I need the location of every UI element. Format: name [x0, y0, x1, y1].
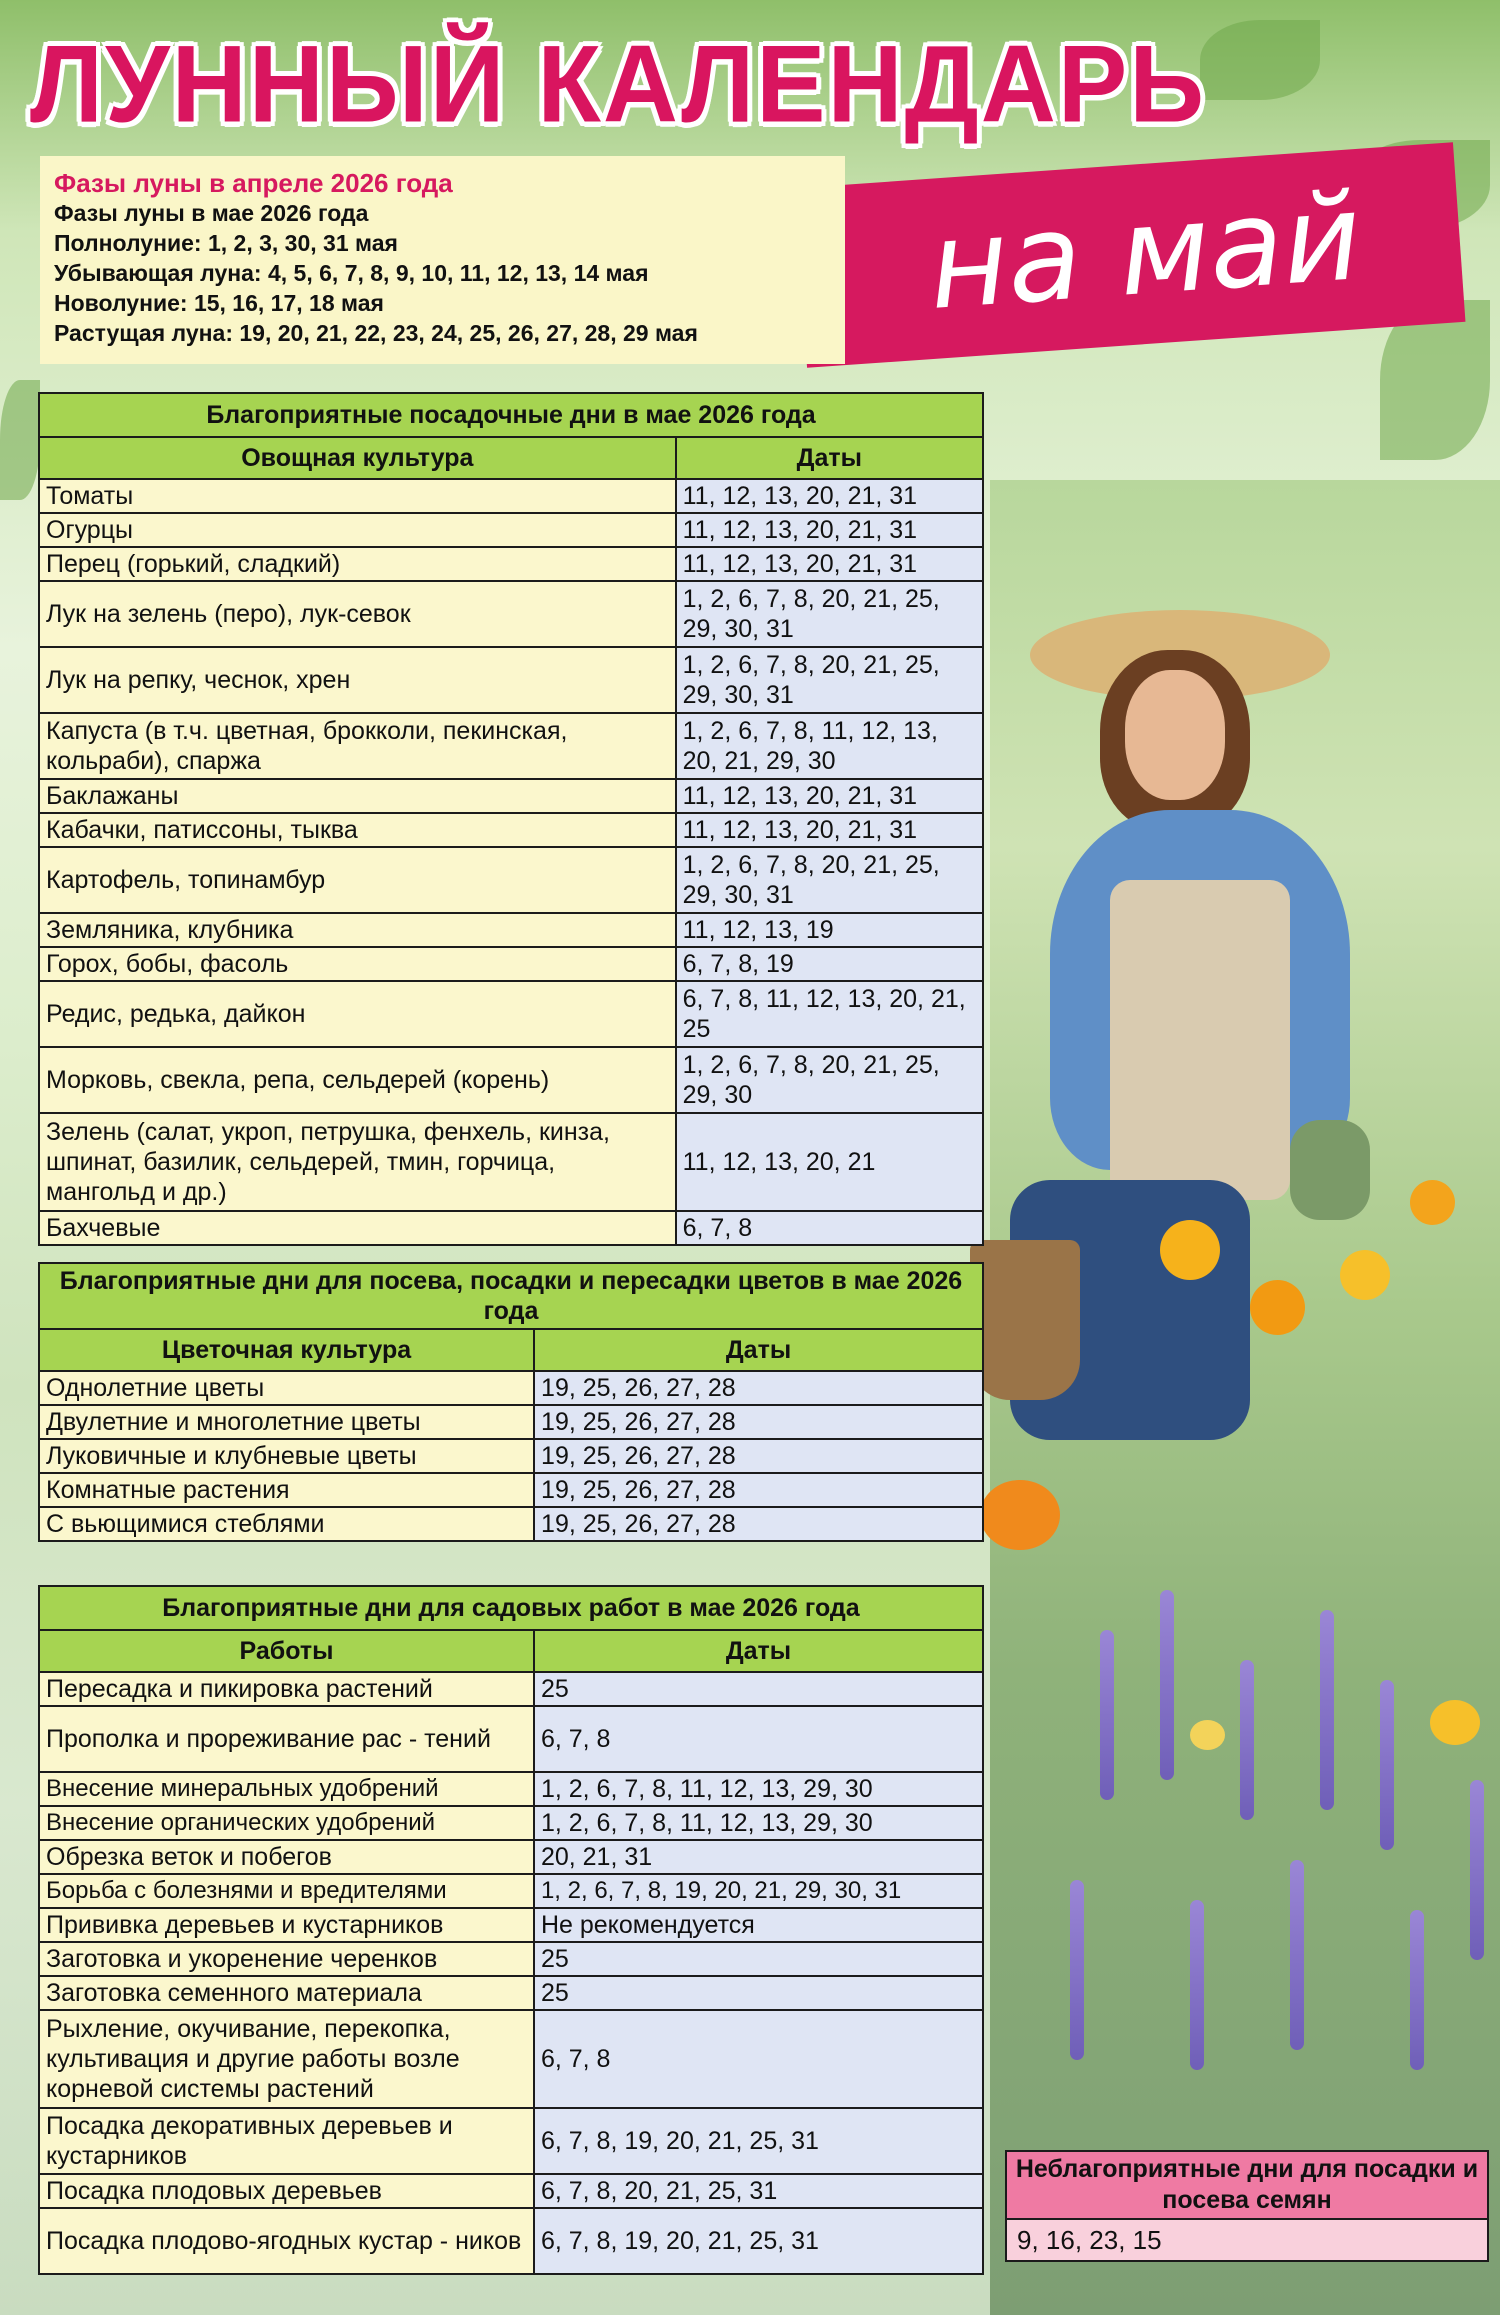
table-cell: Борьба с болезнями и вредителями	[39, 1874, 534, 1908]
table-cell: 1, 2, 6, 7, 8, 11, 12, 13, 20, 21, 29, 30	[676, 713, 983, 779]
table-cell: Морковь, свекла, репа, сельдерей (корень)	[39, 1047, 676, 1113]
vegetables-col-name: Овощная культура	[39, 437, 676, 479]
table-cell: Посадка плодовых деревьев	[39, 2174, 534, 2208]
table-cell: Прополка и прореживание рас - тений	[39, 1706, 534, 1772]
table-cell: 19, 25, 26, 27, 28	[534, 1473, 983, 1507]
table-cell: 11, 12, 13, 20, 21, 31	[676, 779, 983, 813]
flower-icon	[1250, 1280, 1305, 1335]
lavender-icon	[1240, 1660, 1254, 1820]
flowers-table	[38, 1262, 984, 1542]
table-cell: Томаты	[39, 479, 676, 513]
table-cell: 19, 25, 26, 27, 28	[534, 1507, 983, 1541]
table-cell: 1, 2, 6, 7, 8, 20, 21, 25, 29, 30, 31	[676, 581, 983, 647]
table-cell: Обрезка веток и побегов	[39, 1840, 534, 1874]
table-cell: 20, 21, 31	[534, 1840, 983, 1874]
table-cell: Комнатные растения	[39, 1473, 534, 1507]
flower-icon	[1190, 1720, 1225, 1750]
table-cell: Пересадка и пикировка растений	[39, 1672, 534, 1706]
table-cell: Рыхление, окучивание, перекопка, культивация и другие работы возле корневой системы растений	[39, 2010, 534, 2108]
table-cell: Капуста (в т.ч. цветная, брокколи, пекинская, кольраби), спаржа	[39, 713, 676, 779]
moon-phase-line: Полнолуние: 1, 2, 3, 30, 31 мая	[54, 230, 398, 256]
table-cell: 1, 2, 6, 7, 8, 20, 21, 25, 29, 30, 31	[676, 647, 983, 713]
garden-table	[38, 1585, 984, 2275]
table-cell: 6, 7, 8, 20, 21, 25, 31	[534, 2174, 983, 2208]
basket-icon	[970, 1240, 1080, 1400]
table-cell: Зелень (салат, укроп, петрушка, фенхель, кинза, шпинат, базилик, сельдерей, тмин, горчица, мангольд и др.)	[39, 1113, 676, 1211]
table-cell: Посадка декоративных деревьев и кустарников	[39, 2108, 534, 2174]
table-cell: Внесение минеральных удобрений	[39, 1772, 534, 1806]
table-cell: Заготовка и укоренение черенков	[39, 1942, 534, 1976]
moon-phase-line: Новолуние: 15, 16, 17, 18 мая	[54, 290, 384, 316]
flowers-caption: Благоприятные дни для посева, посадки и пересадки цветов в мае 2026 года	[39, 1263, 983, 1329]
lavender-icon	[1470, 1780, 1484, 1960]
moon-phase-line: Растущая луна: 19, 20, 21, 22, 23, 24, 25, 26, 27, 28, 29 мая	[54, 320, 698, 346]
lavender-icon	[1320, 1610, 1334, 1810]
flower-icon	[1160, 1220, 1220, 1280]
table-cell: 25	[534, 1672, 983, 1706]
table-cell: 6, 7, 8, 19, 20, 21, 25, 31	[534, 2108, 983, 2174]
table-cell: 1, 2, 6, 7, 8, 19, 20, 21, 29, 30, 31	[534, 1874, 983, 1908]
lavender-icon	[1100, 1630, 1114, 1800]
table-cell: 11, 12, 13, 20, 21, 31	[676, 479, 983, 513]
garden-col-name: Работы	[39, 1630, 534, 1672]
table-cell: Прививка деревьев и кустарников	[39, 1908, 534, 1942]
table-cell: Лук на репку, чеснок, хрен	[39, 647, 676, 713]
table-cell: Бахчевые	[39, 1211, 676, 1245]
glove-icon	[1290, 1120, 1370, 1220]
unfavorable-days-caption: Неблагоприятные дни для посадки и посева семян	[1007, 2152, 1487, 2220]
table-cell: 6, 7, 8	[534, 2010, 983, 2108]
flowers-col-dates: Даты	[534, 1329, 983, 1371]
vegetables-table	[38, 392, 984, 1246]
table-cell: 6, 7, 8	[676, 1211, 983, 1245]
table-cell: Не рекомендуется	[534, 1908, 983, 1942]
table-cell: 1, 2, 6, 7, 8, 20, 21, 25, 29, 30	[676, 1047, 983, 1113]
moon-phase-line: Убывающая луна: 4, 5, 6, 7, 8, 9, 10, 11, 12, 13, 14 мая	[54, 260, 649, 286]
vegetables-caption: Благоприятные посадочные дни в мае 2026 года	[39, 393, 983, 437]
table-cell: Лук на зелень (перо), лук-севок	[39, 581, 676, 647]
table-cell: Внесение органических удобрений	[39, 1806, 534, 1840]
table-cell: Заготовка семенного материала	[39, 1976, 534, 2010]
lavender-icon	[1410, 1910, 1424, 2070]
moon-phase-line: Фазы луны в мае 2026 года	[54, 200, 369, 226]
table-cell: Редис, редька, дайкон	[39, 981, 676, 1047]
lavender-icon	[1160, 1590, 1174, 1780]
lavender-icon	[1190, 1900, 1204, 2070]
table-cell: 1, 2, 6, 7, 8, 11, 12, 13, 29, 30	[534, 1806, 983, 1840]
flower-icon	[1410, 1180, 1455, 1225]
table-cell: С вьющимися стеблями	[39, 1507, 534, 1541]
unfavorable-days-box	[1005, 2150, 1489, 2262]
table-cell: Горох, бобы, фасоль	[39, 947, 676, 981]
unfavorable-days-dates: 9, 16, 23, 15	[1007, 2220, 1487, 2260]
table-cell: 6, 7, 8, 19, 20, 21, 25, 31	[534, 2208, 983, 2274]
table-cell: 1, 2, 6, 7, 8, 20, 21, 25, 29, 30, 31	[676, 847, 983, 913]
table-cell: Кабачки, патиссоны, тыква	[39, 813, 676, 847]
table-cell: 11, 12, 13, 20, 21, 31	[676, 547, 983, 581]
lavender-icon	[1070, 1880, 1084, 2060]
lavender-icon	[1380, 1680, 1394, 1850]
garden-photo	[990, 480, 1500, 2315]
table-cell: Луковичные и клубневые цветы	[39, 1439, 534, 1473]
table-cell: Посадка плодово-ягодных кустар - ников	[39, 2208, 534, 2274]
page-subtitle: на май	[924, 168, 1366, 337]
moon-phases-heading: Фазы луны в апреле 2026 года	[54, 168, 453, 198]
garden-col-dates: Даты	[534, 1630, 983, 1672]
face-shape	[1125, 670, 1225, 800]
table-cell: Огурцы	[39, 513, 676, 547]
flower-icon	[1340, 1250, 1390, 1300]
table-cell: 11, 12, 13, 19	[676, 913, 983, 947]
table-cell: Двулетние и многолетние цветы	[39, 1405, 534, 1439]
garden-caption: Благоприятные дни для садовых работ в мае 2026 года	[39, 1586, 983, 1630]
table-cell: Однолетние цветы	[39, 1371, 534, 1405]
flowers-col-name: Цветочная культура	[39, 1329, 534, 1371]
moon-phases-box	[40, 156, 845, 364]
table-cell: 25	[534, 1942, 983, 1976]
table-cell: 6, 7, 8, 19	[676, 947, 983, 981]
apron-shape	[1110, 880, 1290, 1200]
leaf-decoration	[0, 380, 40, 500]
table-cell: 6, 7, 8, 11, 12, 13, 20, 21, 25	[676, 981, 983, 1047]
table-cell: 19, 25, 26, 27, 28	[534, 1405, 983, 1439]
page-title: ЛУННЫЙ КАЛЕНДАРЬ	[30, 24, 1206, 146]
table-cell: 11, 12, 13, 20, 21	[676, 1113, 983, 1211]
flower-icon	[1430, 1700, 1480, 1745]
table-cell: Баклажаны	[39, 779, 676, 813]
table-cell: 19, 25, 26, 27, 28	[534, 1371, 983, 1405]
table-cell: Картофель, топинамбур	[39, 847, 676, 913]
table-cell: 25	[534, 1976, 983, 2010]
table-cell: Земляника, клубника	[39, 913, 676, 947]
table-cell: 11, 12, 13, 20, 21, 31	[676, 513, 983, 547]
table-cell: 19, 25, 26, 27, 28	[534, 1439, 983, 1473]
vegetables-col-dates: Даты	[676, 437, 983, 479]
lavender-icon	[1290, 1860, 1304, 2050]
table-cell: 11, 12, 13, 20, 21, 31	[676, 813, 983, 847]
table-cell: 6, 7, 8	[534, 1706, 983, 1772]
flower-icon	[980, 1480, 1060, 1550]
table-cell: 1, 2, 6, 7, 8, 11, 12, 13, 29, 30	[534, 1772, 983, 1806]
table-cell: Перец (горький, сладкий)	[39, 547, 676, 581]
